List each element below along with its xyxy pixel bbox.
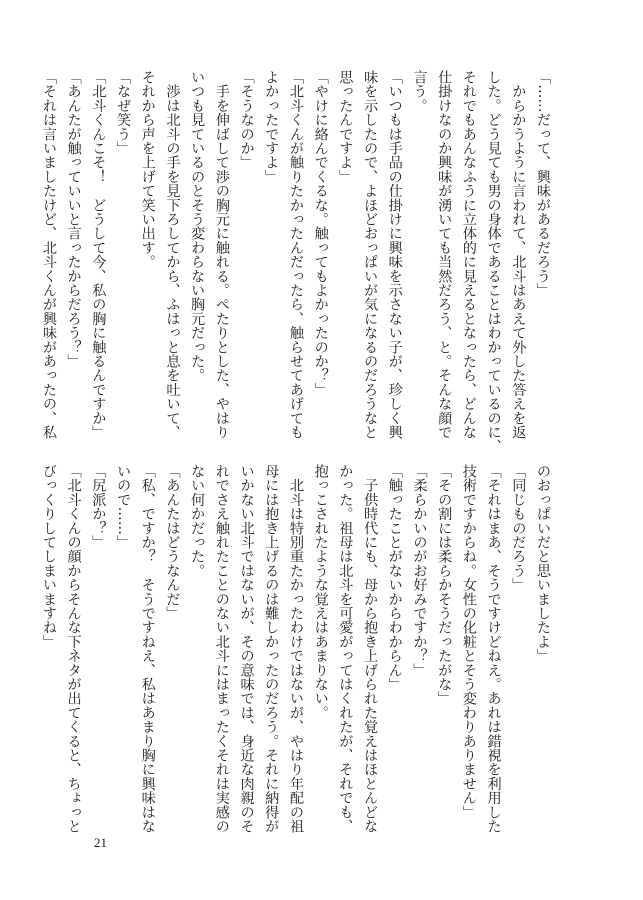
text-line: 渉は北斗の手を見下ろしてから、ふはっと息を吐いて、 [164, 70, 181, 440]
text-line: 母には抱き上げるのは難しかったのだろう。それに納得が [263, 464, 280, 834]
text-line: びっくりしてしまいますね」 [40, 464, 57, 649]
text-line: した。どう見ても男の身体であることはわかっているのに、 [485, 70, 502, 454]
text-line: いかない北斗ではないが、その意味では、身近な肉親のそ [238, 464, 255, 834]
text-line: 「北斗くんの顔からそんな下ネタが出てくると、ちょっと [65, 464, 82, 834]
text-line: からかうように言われて、北斗はあえて外した答えを返 [510, 70, 527, 440]
text-line: 「尻派か？」 [90, 464, 107, 550]
text-line: 技術ですからね。女性の化粧とそう変わりありません」 [460, 464, 477, 819]
upper-text-block [40, 70, 555, 454]
text-line: 抱っこされたような覚えはあまりない。 [312, 464, 329, 720]
text-line: 「触ったことがないからわからん」 [386, 464, 403, 692]
text-line: 言う。 [411, 70, 428, 113]
text-line: 「……だって、興味があるだろう」 [535, 70, 551, 298]
text-line: れでさえ触れたことのない北斗にはまったくそれは実感の [213, 464, 230, 834]
text-line: それでもあんなふうに立体的に見えるとなったら、どんな [460, 70, 477, 440]
text-line: 仕掛けなのか興味が湧いても当然だろう、と。そんな顔で [436, 70, 453, 440]
text-line: 「柔らかいのがお好みですか？」 [411, 464, 428, 677]
text-line: ない何かだった。 [189, 464, 206, 578]
text-line: 「私、ですか？ そうですねえ、私はあまり胸に興味はな [139, 464, 156, 834]
text-line: それから声を上げて笑い出す。 [139, 70, 156, 269]
page-number: 21 [94, 835, 107, 850]
lower-text-block [40, 464, 555, 834]
text-line: かった。祖母は北斗を可愛がってはくれたが、それでも、 [337, 464, 354, 834]
text-line: 「同じものだろう」 [510, 464, 527, 592]
text-line: 「なぜ笑う」 [115, 70, 132, 156]
text-line: のおっぱいだと思いましたよ」 [535, 464, 551, 663]
text-line: 「それはまあ、そうですけどねえ。あれは錯視を利用した [485, 464, 502, 834]
text-line: いので……」 [115, 464, 132, 550]
text-line: 子供時代にも、母から抱き上げられた覚えはほとんどな [362, 464, 379, 834]
text-line: 「あんたはどうなんだ」 [164, 464, 181, 621]
text-line: 「北斗くんこそ！ どうして今、私の胸に触るんですか」 [90, 70, 107, 440]
text-line: いつも見ているのとそう変わらない胸元だった。 [189, 70, 206, 383]
text-line: 「北斗くんが触りたかったんだったら、触らせてあげても [287, 70, 304, 440]
text-line: 手を伸ばして渉の胸元に触れる。ぺたりとした、やはり [213, 70, 230, 440]
text-line: 味を示したので、よほどおっぱいが気になるのだろうなと [362, 70, 379, 440]
text-line: 「やけに絡んでくるな。触ってもよかったのか？」 [312, 70, 329, 397]
text-line: 思ったんですよ」 [337, 70, 354, 184]
text-line: 「あんたが触っていいと言ったからだろう？」 [65, 70, 82, 369]
text-line: 「いつもは手品の仕掛けに興味を示さない子が、珍しく興 [386, 70, 403, 440]
text-line: 「それは言いましたけど、北斗くんが興味があったの、私 [40, 70, 57, 440]
text-line: 北斗は特別重たかったわけではないが、やはり年配の祖 [287, 464, 304, 834]
text-line: 「そうなのか」 [238, 70, 255, 170]
text-line: 「その割には柔らかそうだったがな」 [436, 464, 453, 706]
text-line: よかったですよ」 [263, 70, 280, 184]
